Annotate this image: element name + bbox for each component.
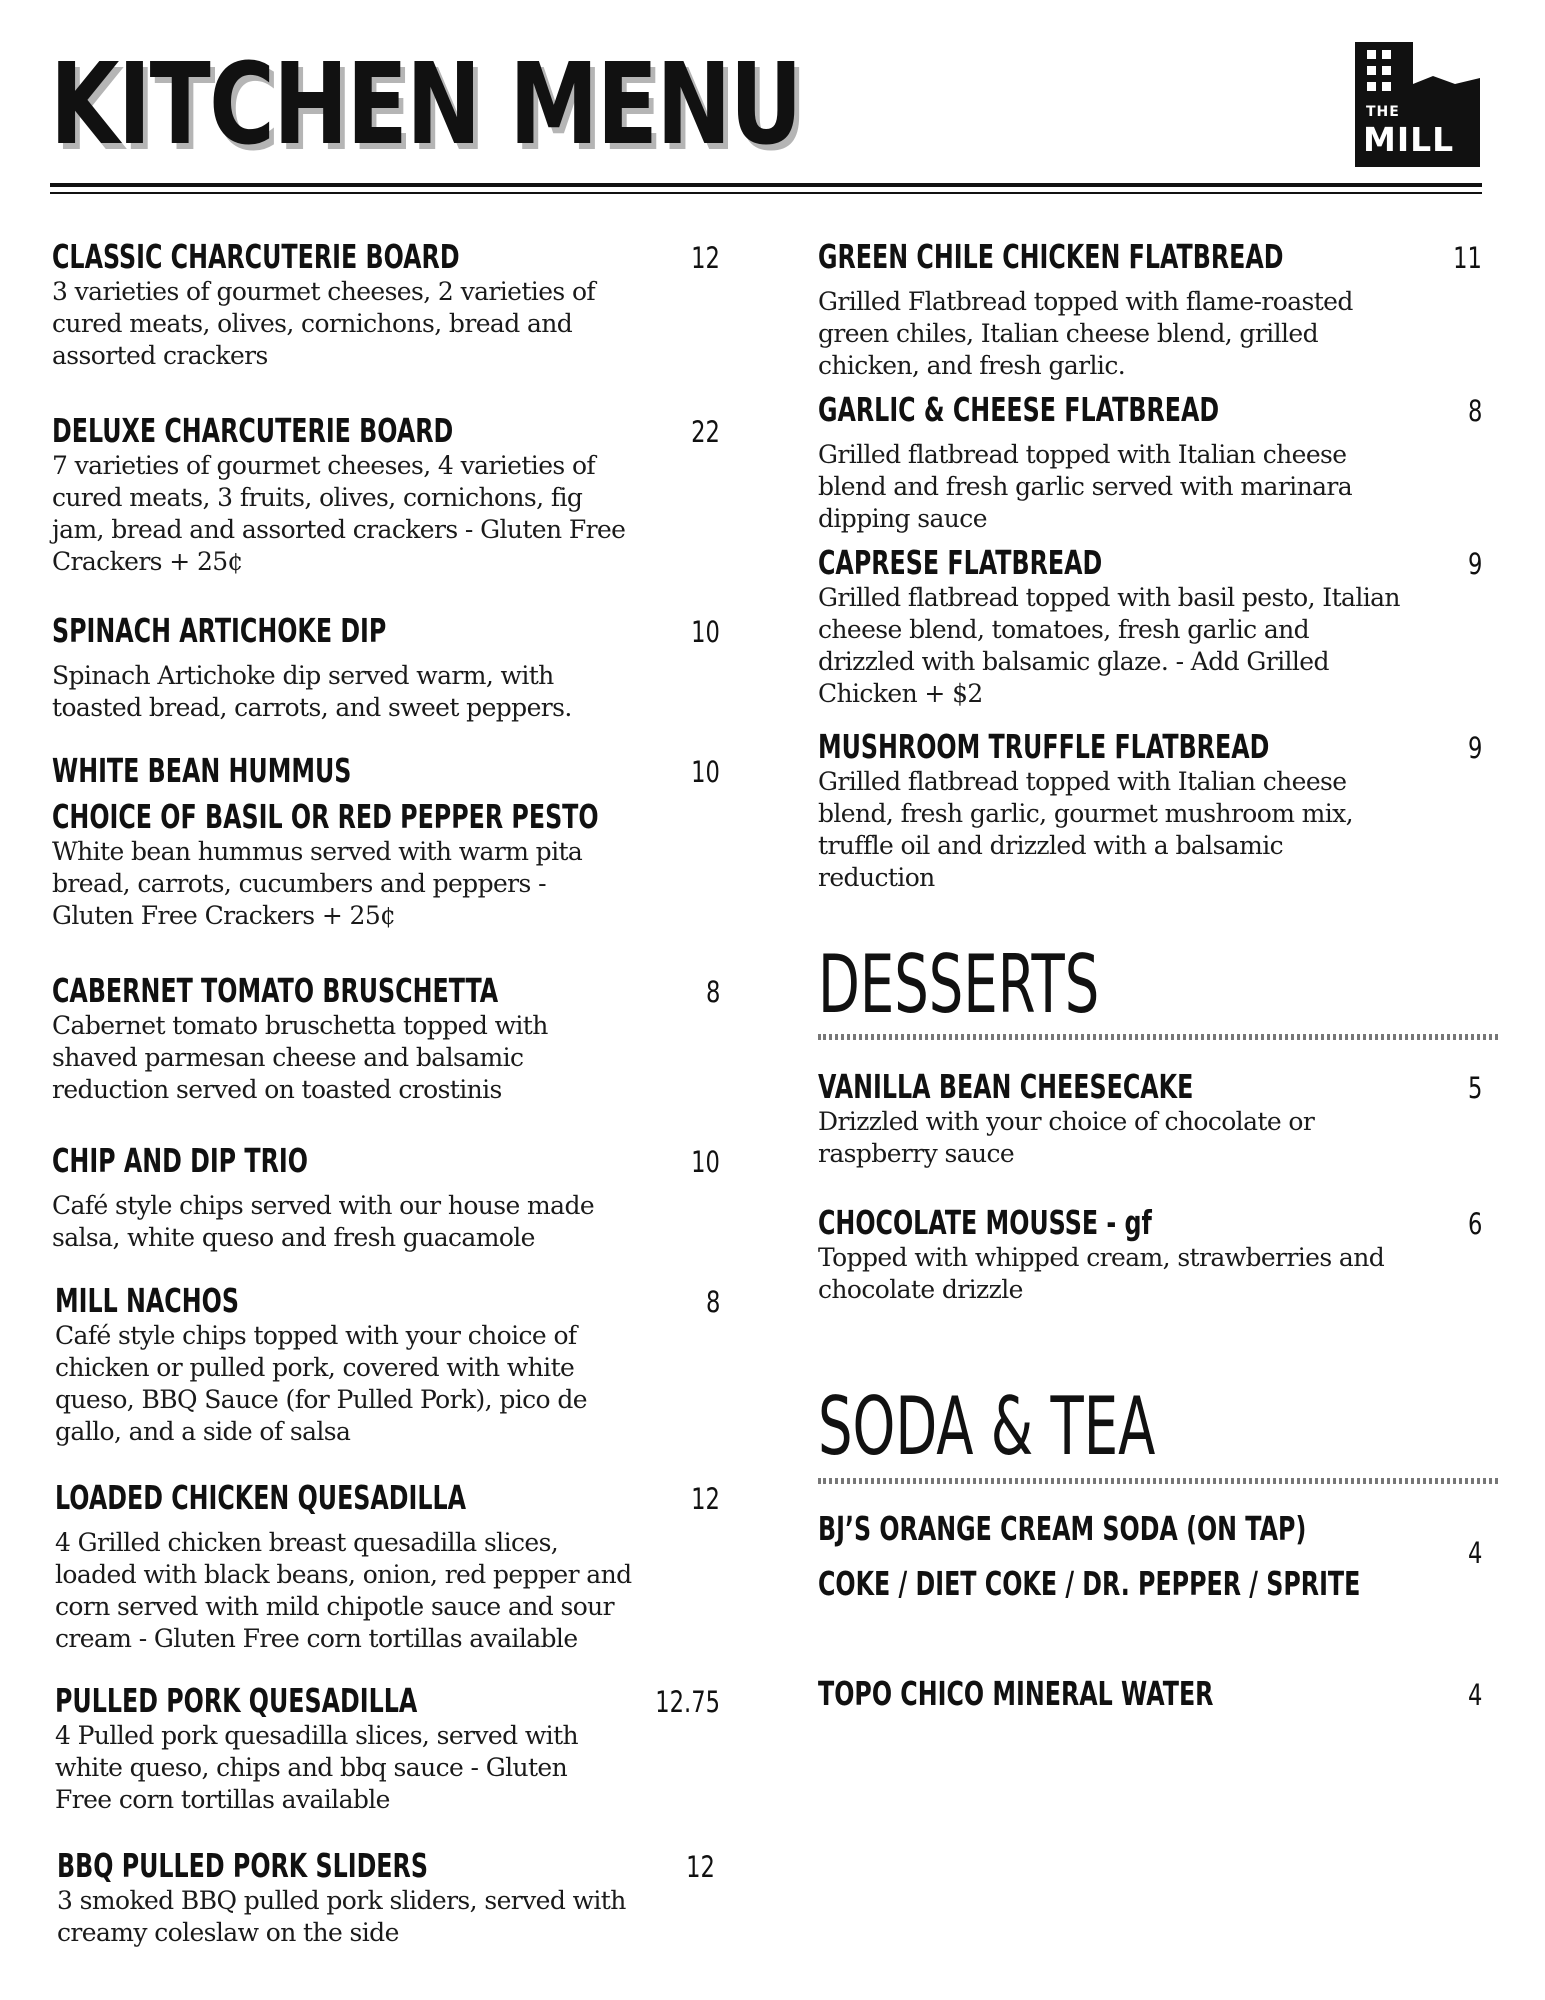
item-description: 3 smoked BBQ pulled pork sliders, served with creamy coleslaw on the side <box>57 1886 626 1947</box>
menu-item <box>57 1845 720 1949</box>
item-price: 4 <box>1467 1536 1482 1570</box>
item-name: PULLED PORK QUESADILLA <box>55 1681 418 1720</box>
menu-item <box>818 236 1482 382</box>
item-description: Grilled flatbread topped with basil pesto, Italian cheese blend, tomatoes, fresh garlic and drizzled with balsamic glaze. - Add Grilled Chicken + $2 <box>818 583 1400 708</box>
item-price: 8 <box>705 1285 720 1319</box>
item-name: VANILLA BEAN CHEESECAKE <box>818 1067 1194 1106</box>
item-price: 11 <box>1453 241 1482 275</box>
page-title: KITCHEN MENU <box>50 40 801 170</box>
menu-item <box>55 1280 720 1448</box>
item-description: Café style chips topped with your choice of chicken or pulled pork, covered with white queso, BBQ Sauce (for Pulled Pork), pico de gallo, and a side of salsa <box>55 1321 587 1446</box>
menu-item <box>818 1536 1482 1605</box>
desserts-heading: DESSERTS <box>818 938 1100 1031</box>
item-name: MILL NACHOS <box>55 1281 239 1320</box>
item-name: CHOCOLATE MOUSSE - gf <box>818 1203 1152 1242</box>
item-description: 3 varieties of gourmet cheeses, 2 varieties of cured meats, olives, cornichons, bread and assorted crackers <box>52 277 596 370</box>
menu-item <box>818 1066 1482 1170</box>
menu-item <box>55 1680 720 1816</box>
menu-item <box>52 750 720 932</box>
item-price: 22 <box>691 415 720 449</box>
item-name: CHIP AND DIP TRIO <box>52 1141 308 1180</box>
item-description: 7 varieties of gourmet cheeses, 4 varieties of cured meats, 3 fruits, olives, cornichons, fig jam, bread and assorted crackers - Gluten Free Crackers + 25¢ <box>52 451 626 576</box>
item-description: White bean hummus served with warm pita bread, carrots, cucumbers and peppers - Gluten Free Crackers + 25¢ <box>52 837 583 930</box>
item-name: COKE / DIET COKE / DR. PEPPER / SPRITE <box>818 1564 1361 1603</box>
menu-item <box>52 1140 720 1254</box>
menu-item <box>52 236 720 372</box>
item-name: BJ’S ORANGE CREAM SODA (ON TAP) <box>818 1509 1307 1548</box>
item-description: Grilled flatbread topped with Italian cheese blend and fresh garlic served with marinara dipping sauce <box>818 440 1353 533</box>
item-description: Drizzled with your choice of chocolate or raspberry sauce <box>818 1107 1315 1168</box>
item-name: CABERNET TOMATO BRUSCHETTA <box>52 971 499 1010</box>
item-price: 10 <box>691 755 720 789</box>
menu-item <box>818 1508 1482 1550</box>
menu-item <box>52 410 720 578</box>
header-rule <box>50 183 1482 187</box>
desserts-divider <box>818 1034 1498 1040</box>
item-name: DELUXE CHARCUTERIE BOARD <box>52 411 454 450</box>
item-price: 8 <box>1467 394 1482 428</box>
item-name: SPINACH ARTICHOKE DIP <box>52 611 387 650</box>
item-name: CLASSIC CHARCUTERIE BOARD <box>52 237 460 276</box>
item-name: MUSHROOM TRUFFLE FLATBREAD <box>818 727 1270 766</box>
item-description: Café style chips served with our house made salsa, white queso and fresh guacamole <box>52 1191 595 1252</box>
item-price: 8 <box>705 975 720 1009</box>
item-price: 4 <box>1467 1678 1482 1712</box>
menu-item <box>818 389 1482 535</box>
item-name: WHITE BEAN HUMMUS <box>52 751 352 790</box>
menu-item <box>55 1477 720 1655</box>
item-name: CAPRESE FLATBREAD <box>818 543 1103 582</box>
item-name: BBQ PULLED PORK SLIDERS <box>57 1846 428 1885</box>
header-rule-thin <box>50 192 1482 194</box>
item-price: 10 <box>691 1145 720 1179</box>
menu-item <box>52 970 720 1106</box>
logo-big-text: MILL <box>1363 120 1455 159</box>
item-description: 4 Pulled pork quesadilla slices, served with white queso, chips and bbq sauce - Gluten Free corn tortillas available <box>55 1721 579 1814</box>
item-description: 4 Grilled chicken breast quesadilla slices, loaded with black beans, onion, red pepper and corn served with mild chipotle sauce and sour cream - Gluten Free corn tortillas available <box>55 1528 632 1653</box>
item-description: Grilled flatbread topped with Italian cheese blend, fresh garlic, gourmet mushroom mix, truffle oil and drizzled with a balsamic reduction <box>818 767 1354 892</box>
item-name: TOPO CHICO MINERAL WATER <box>818 1674 1214 1713</box>
mill-logo <box>1355 42 1480 167</box>
item-description: Spinach Artichoke dip served warm, with toasted bread, carrots, and sweet peppers. <box>52 661 572 722</box>
item-name: GARLIC & CHEESE FLATBREAD <box>818 390 1220 429</box>
item-price: 12 <box>686 1850 715 1884</box>
menu-item <box>818 1673 1482 1715</box>
item-description: Cabernet tomato bruschetta topped with shaved parmesan cheese and balsamic reduction served on toasted crostinis <box>52 1011 548 1104</box>
menu-item <box>818 1202 1482 1306</box>
item-description: Topped with whipped cream, strawberries and chocolate drizzle <box>818 1243 1385 1304</box>
item-price: 6 <box>1467 1207 1482 1241</box>
item-price: 12 <box>691 1482 720 1516</box>
item-description: Grilled Flatbread topped with flame-roasted green chiles, Italian cheese blend, grilled chicken, and fresh garlic. <box>818 287 1353 380</box>
item-price: 9 <box>1467 547 1482 581</box>
drinks-heading: SODA & TEA <box>818 1380 1156 1473</box>
item-price: 5 <box>1467 1071 1482 1105</box>
item-subname: CHOICE OF BASIL OR RED PEPPER PESTO <box>52 797 599 836</box>
item-name: GREEN CHILE CHICKEN FLATBREAD <box>818 237 1284 276</box>
menu-item <box>818 542 1482 710</box>
item-price: 9 <box>1467 731 1482 765</box>
menu-item <box>818 726 1482 894</box>
item-name: LOADED CHICKEN QUESADILLA <box>55 1478 467 1517</box>
item-price: 12 <box>691 241 720 275</box>
menu-item <box>52 610 720 724</box>
item-price: 12.75 <box>655 1685 720 1719</box>
drinks-divider <box>818 1478 1498 1484</box>
logo-small-text: THE <box>1366 104 1400 120</box>
item-price: 10 <box>691 615 720 649</box>
